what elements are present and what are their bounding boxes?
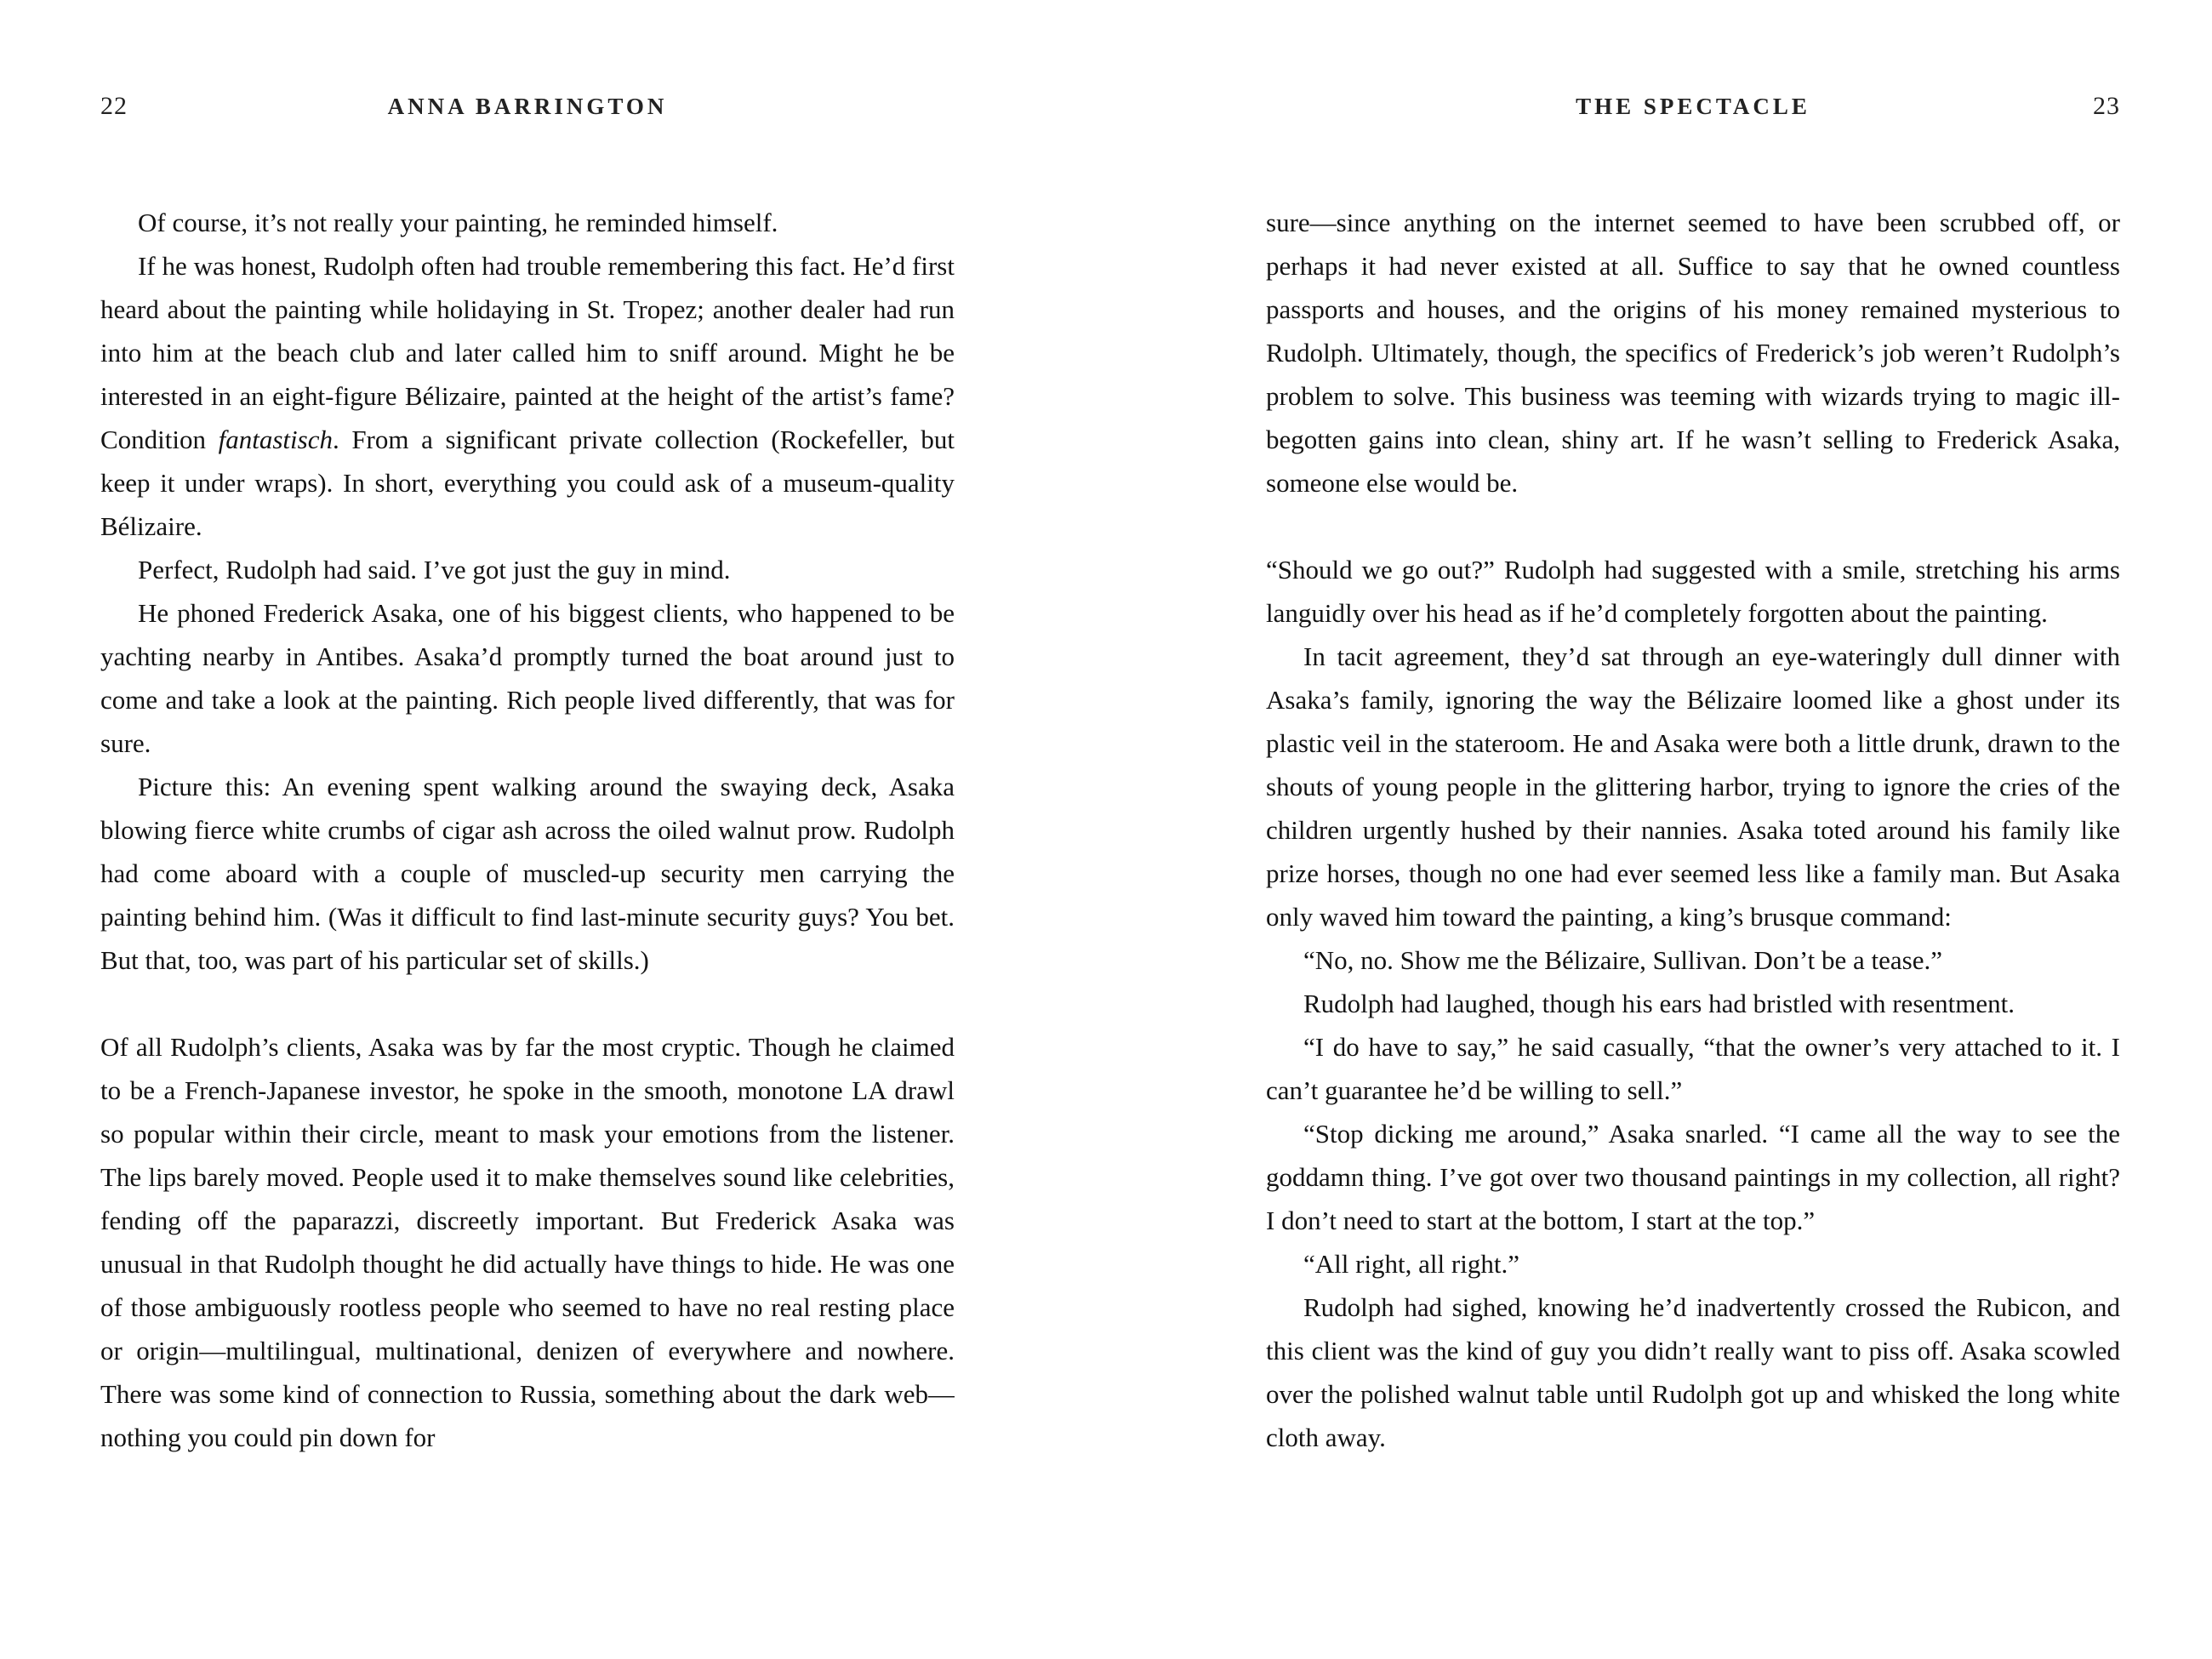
paragraph: Rudolph had laughed, though his ears had bristled with resentment.	[1303, 989, 2015, 1018]
page-right	[1266, 0, 2120, 1659]
paragraph: Of all Rudolph’s clients, Asaka was by far the most cryptic. Though he claimed to be a French-Japanese investor, he spoke in the smooth, monotone LA drawl so popular within their circle, meant to mask your emotions from the listener. The lips barely moved. People used it to make themselves sound like celebrities, fending off the paparazzi, discreetly important. But Frederick Asaka was unusual in that Rudolph thought he did actually have things to hide. He was one of those ambiguously rootless people who seemed to have no real resting place or origin—multilingual, multinational, denizen of everywhere and nowhere. There was some kind of connection to Russia, something about the dark web—nothing you could pin down for	[100, 1032, 955, 1452]
paragraph: sure—since anything on the internet seemed to have been scrubbed off, or perhaps it had never existed at all. Suffice to say that he owned countless passports and houses, and the origins of his money remained mysterious to Rudolph. Ultimately, though, the specifics of Frederick’s job weren’t Rudolph’s problem to solve. This business was teeming with wizards trying to magic ill-begotten gains into clean, shiny art. If he wasn’t selling to Frederick Asaka, someone else would be.	[1266, 208, 2120, 498]
page-text-right	[1266, 201, 2120, 1659]
paragraph: In tacit agreement, they’d sat through an eye-wateringly dull dinner with Asaka’s family, ignoring the way the Bélizaire loomed like a ghost under its plastic veil in the stateroom. He and Asaka were both a little drunk, drawn to the shouts of young people in the glittering harbor, trying to ignore the cries of the children urgently hushed by their nannies. Asaka toted around his family like prize horses, though no one had ever seemed less like a family man. But Asaka only waved him toward the painting, a king’s brusque command:	[1266, 641, 2120, 932]
paragraph: “I do have to say,” he said casually, “that the owner’s very attached to it. I can’t guarantee he’d be willing to sell.”	[1266, 1032, 2120, 1105]
paragraph: He phoned Frederick Asaka, one of his biggest clients, who happened to be yachting nearby in Antibes. Asaka’d promptly turned the boat around just to come and take a look at the painting. Rich people lived differently, that was for sure.	[100, 598, 955, 758]
page-text-left	[100, 201, 955, 1659]
page-left	[100, 0, 955, 1659]
paragraph: “All right, all right.”	[1303, 1249, 1519, 1279]
paragraph: If he was honest, Rudolph often had trouble remembering this fact. He’d first heard about the painting while holidaying in St. Tropez; another dealer had run into him at the beach club and later called him to sniff around. Might he be interested in an eight-figure Bélizaire, painted at the height of the artist’s fame? Condition fantastisch. From a significant private collection (Rockefeller, but keep it under wraps). In short, everything you could ask of a museum-quality Bélizaire.	[100, 251, 955, 541]
page-header-right	[1266, 92, 2120, 128]
page-number-right: 23	[2093, 92, 2120, 120]
running-header-author: ANNA BARRINGTON	[387, 94, 668, 119]
page-header-left	[100, 92, 955, 128]
paragraph: “Should we go out?” Rudolph had suggested with a smile, stretching his arms languidly over his head as if he’d completely forgotten about the painting.	[1266, 555, 2120, 628]
paragraph: “No, no. Show me the Bélizaire, Sullivan. Don’t be a tease.”	[1303, 945, 1942, 975]
paragraph: Of course, it’s not really your painting, he reminded himself.	[138, 208, 778, 237]
paragraph: Picture this: An evening spent walking around the swaying deck, Asaka blowing fierce white crumbs of cigar ash across the oiled walnut prow. Rudolph had come aboard with a couple of muscled-up security men carrying the painting behind him. (Was it difficult to find last-minute security guys? You bet. But that, too, was part of his particular set of skills.)	[100, 772, 955, 975]
paragraph: Rudolph had sighed, knowing he’d inadvertently crossed the Rubicon, and this client was the kind of guy you didn’t really want to piss off. Asaka scowled over the polished walnut table until Rudolph got up and whisked the long white cloth away.	[1266, 1292, 2120, 1452]
paragraph: Perfect, Rudolph had said. I’ve got just the guy in mind.	[138, 555, 731, 584]
paragraph: “Stop dicking me around,” Asaka snarled. “I came all the way to see the goddamn thing. I’ve got over two thousand paintings in my collection, all right? I don’t need to start at the bottom, I start at the top.”	[1266, 1119, 2120, 1235]
page-number-left: 22	[100, 92, 128, 120]
running-header-title: THE SPECTACLE	[1576, 94, 1810, 119]
